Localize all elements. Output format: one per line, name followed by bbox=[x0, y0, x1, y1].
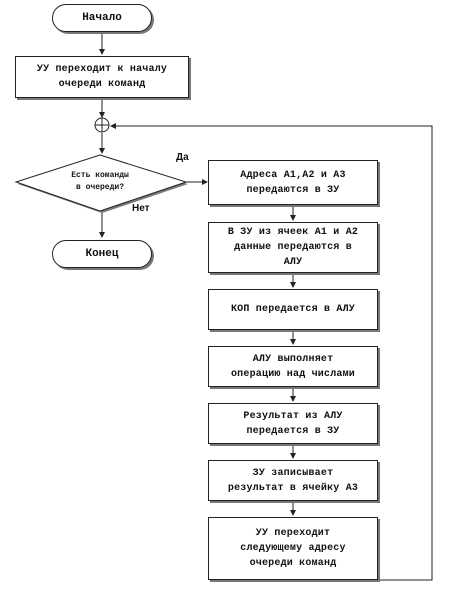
yes-label: Да bbox=[176, 152, 189, 163]
step-opcode: КОП передается в АЛУ bbox=[208, 289, 378, 330]
start-terminal: Начало bbox=[52, 4, 152, 32]
step-next-address: УУ переходит следующему адресу очереди команд bbox=[208, 517, 378, 580]
step-write-a3: ЗУ записывает результат в ячейку А3 bbox=[208, 460, 378, 501]
no-label: Нет bbox=[132, 203, 150, 214]
step-result-to-memory: Результат из АЛУ передается в ЗУ bbox=[208, 403, 378, 444]
step-alu-operation: АЛУ выполняет операцию над числами bbox=[208, 346, 378, 387]
end-terminal: Конец bbox=[52, 240, 152, 268]
decision-label: Есть команды в очереди? bbox=[71, 171, 129, 192]
init-process: УУ переходит к началу очереди команд bbox=[15, 56, 189, 98]
step-addresses: Адреса А1,А2 и А3 передаются в ЗУ bbox=[208, 160, 378, 205]
step-memory-to-alu: В ЗУ из ячеек А1 и А2 данные передаются в АЛУ bbox=[208, 222, 378, 273]
junction-connector bbox=[95, 118, 109, 132]
